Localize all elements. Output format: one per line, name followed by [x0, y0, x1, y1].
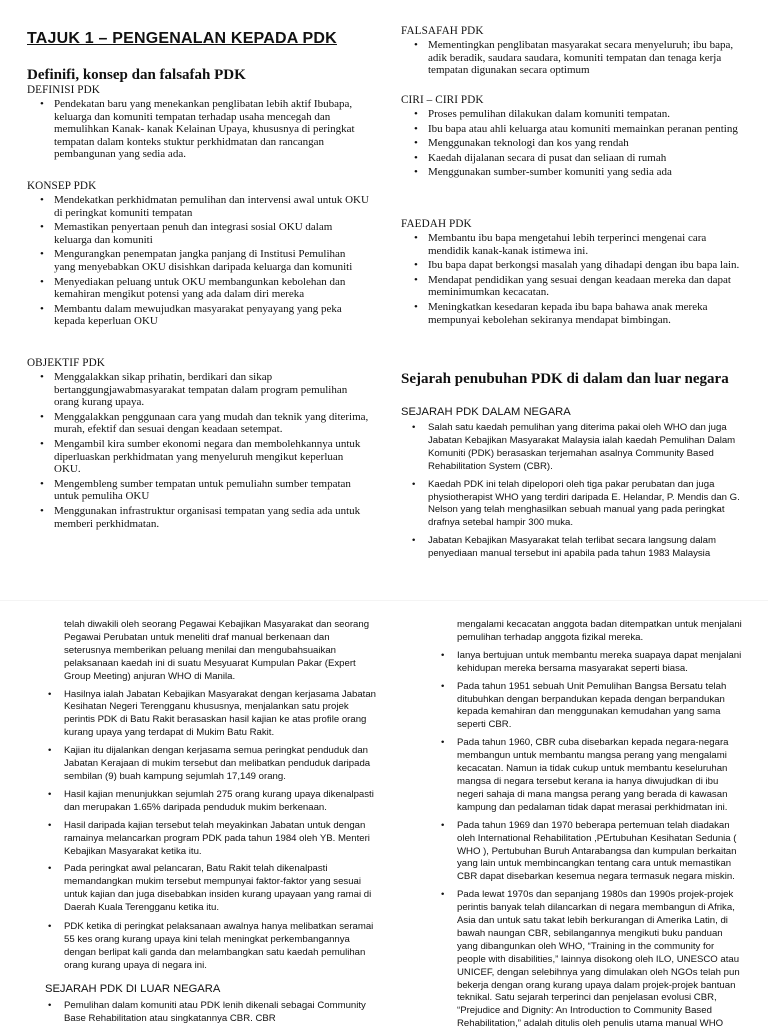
page-title: TAJUK 1 – PENGENALAN KEPADA PDK — [27, 30, 337, 47]
sejarah-dalam-item: • Kaedah PDK ini telah dipelopori oleh tiga pakar perubatan dan juga physiotherapist WHO yang terdiri daripada E. Helandar, P. Mendis dan G. Nelson yang telah menghasilkan sebuah manual yang pada peringkat drafnya setebal hampir 300 muka. — [401, 479, 746, 531]
falsafah-item: • Mementingkan penglibatan masyarakat secara menyeluruh; ibu bapa, adik beradik, saudara saudara, komuniti tempatan dan tenaga kerja tempatan digunakan secara optimum — [401, 39, 743, 77]
continuation-paragraph: mengalami kecacatan anggota badan ditempatkan untuk menjalani pemulihan terhadap anggota fizikal mereka. — [457, 619, 742, 643]
page-divider — [0, 600, 768, 601]
sejarah-luar-item: • Ianya bertujuan untuk membantu mereka suapaya dapat menjalani kehidupan mereka bersama masyarakat seperti biasa. — [430, 650, 742, 676]
konsep-item: • Mendekatkan perkhidmatan pemulihan dan intervensi awal untuk OKU di peringkat komuniti tempatan — [27, 194, 369, 219]
faedah-heading: FAEDAH PDK — [401, 218, 472, 230]
sejarah-dalam-section — [401, 406, 746, 566]
page2-right-column — [430, 619, 742, 1036]
definisi-item: • Pendekatan baru yang menekankan penglibatan lebih aktif Ibubapa, keluarga dan komuniti tempatan terhadap usaha mencegah dan memulihkan Kanak- kanak Kelainan Upaya, khususnya di peringkat tempatan dalam konteks stuktur perkhidmatan dan rancangan pembangunan yang sedia ada. — [27, 98, 369, 161]
sejarah-luar-heading: SEJARAH PDK DI LUAR NEGARA — [45, 983, 221, 995]
ciri-item: • Kaedah dijalanan secara di pusat dan seliaan di rumah — [401, 152, 743, 165]
falsafah-list — [401, 39, 743, 77]
ciri-item: • Menggunakan sumber-sumber komuniti yang sedia ada — [401, 166, 743, 179]
konsep-item: • Mengurangkan penempatan jangka panjang di Institusi Pemulihan yang menyebabkan OKU disishkan daripada keluarga dan komuniti — [27, 248, 369, 273]
page2-right-list — [430, 619, 742, 1031]
ciri-item: • Menggunakan teknologi dan kos yang rendah — [401, 137, 743, 150]
sejarah-dalam-item: • Pada peringkat awal pelancaran, Batu Rakit telah dikenalpasti memandangkan mukim tersebut mempunyai faktor-faktor yang sesuai untuk kajian dan juga disebabkan insiden kurang upayaan yang ramai di Daerah Kuala Terengganu ketika itu. — [37, 863, 377, 915]
sejarah-dalam-item: • Salah satu kaedah pemulihan yang diterima pakai oleh WHO dan juga Jabatan Kebajikan Masyarakat Malaysia ialah kaedah Pemulihan Dalam Komuniti (PDK) berasaskan terjemahan asalnya Community Based Rehabilitation System (CBR). — [401, 422, 746, 474]
sejarah-dalam-item: • Hasil kajian menunjukkan sejumlah 275 orang kurang upaya dikenalpasti dan merupakan 1.65% daripada penduduk mukim berkenaan. — [37, 789, 377, 815]
section-title-definisi-konsep-falsafah: Definifi, konsep dan falsafah PDK — [27, 67, 246, 83]
konsep-item: • Menyediakan peluang untuk OKU membangunkan kebolehan dan kemahiran mengikut potensi yang ada dalam diri mereka — [27, 276, 369, 301]
falsafah-heading: FALSAFAH PDK — [401, 25, 484, 37]
ciri-item: • Proses pemulihan dilakukan dalam komuniti tempatan. — [401, 108, 743, 121]
objektif-heading: OBJEKTIF PDK — [27, 357, 105, 369]
ciri-heading: CIRI – CIRI PDK — [401, 94, 484, 106]
ciri-section — [401, 94, 743, 181]
definisi-section — [27, 84, 369, 163]
ciri-list — [401, 108, 743, 179]
sejarah-dalam-item: • PDK ketika di peringkat pelaksanaan awalnya hanya melibatkan seramai 55 kes orang kurang upaya kini telah meningkat perkembangannya dengan berlipat kali ganda dan melambangkan satu kaedah pemulihan orang kurang upaya di negara ini. — [37, 921, 377, 973]
faedah-item: • Membantu ibu bapa mengetahui lebih terperinci mengenai cara mendidik kanak-kanak istimewa ini. — [401, 232, 743, 257]
sejarah-dalam-item: • Kajian itu dijalankan dengan kerjasama semua peringkat penduduk dan Jabatan Kerajaan di mukim tersebut dan melibatkan penduduk daripada sembilan (9) buah kampung sejumlah 17,149 orang. — [37, 745, 377, 784]
konsep-item: • Membantu dalam mewujudkan masyarakat penyayang yang peka kepada keperluan OKU — [27, 303, 369, 328]
sejarah-luar-item: • Pada tahun 1960, CBR cuba disebarkan kepada negara-negara membangun untuk membantu mangsa perang yang mengalami kecacatan. Namun ia tidak cukup untuk membantu keseluruhan mangsa di negara tersebut kerana ia hanya diwujudkan di ibu negeri sahaja di mana mangsa perang yang berada di kawasan kampung dan pedalaman tidak dapat merasai perkhidmatan ini. — [430, 737, 742, 814]
faedah-item: • Meningkatkan kesedaran kepada ibu bapa bahawa anak mereka mempunyai kebolehan sekiranya mendapat bimbingan. — [401, 301, 743, 326]
konsep-list — [27, 194, 369, 328]
sejarah-dalam-list — [401, 422, 746, 561]
sejarah-dalam-heading: SEJARAH PDK DALAM NEGARA — [401, 406, 571, 418]
page2-left-column — [37, 619, 377, 978]
objektif-item: • Mengembleng sumber tempatan untuk pemuliahn sumber tempatan untuk pemuliha OKU — [27, 478, 369, 503]
konsep-item: • Memastikan penyertaan penuh dan integrasi sosial OKU dalam keluarga dan komuniti — [27, 221, 369, 246]
objektif-list — [27, 371, 369, 530]
sejarah-title: Sejarah penubuhan PDK di dalam dan luar negara — [401, 371, 729, 387]
sejarah-luar-item: • Pada tahun 1951 sebuah Unit Pemulihan Bangsa Bersatu telah ditubuhkan dengan berpandukan kepada dengan berpandukan kepada kemahiran dan menggunakan kemudahan yang sama seperti CBR. — [430, 681, 742, 733]
objektif-item: • Menggunakan infrastruktur organisasi tempatan yang sedia ada untuk memberi perkhidmatan. — [27, 505, 369, 530]
page2-left-list — [37, 619, 377, 973]
objektif-item: • Mengambil kira sumber ekonomi negara dan membolehkannya untuk diperluaskan perkhidmatan yang menyeluruh mengikut keperluan OKU. — [27, 438, 369, 476]
faedah-list — [401, 232, 743, 326]
faedah-section — [401, 218, 743, 328]
sejarah-dalam-item: • Hasilnya ialah Jabatan Kebajikan Masyarakat dengan kerjasama Jabatan Kesihatan Negeri Terengganu khususnya, menjalankan satu projek perintis PDK di Batu Rakit berasaskan hasil kajian ke atas profile orang kurang upaya yang terdapat di Mukim Batu Rakit. — [37, 689, 377, 741]
konsep-heading: KONSEP PDK — [27, 180, 97, 192]
sejarah-luar-item: • Pada tahun 1969 dan 1970 beberapa pertemuan telah diadakan oleh International Rehabilitation ,PErtubuhan Kesihatan Sedunia ( WHO ), Pertubuhan Buruh Antarabangsa dan kumpulan berkaitan yang lain untuk membincangkan tentang cara untuk memastikan CBR dapat disebarkan kesemua negara termasuk negara miskin. — [430, 820, 742, 885]
faedah-item: • Mendapat pendidikan yang sesuai dengan keadaan mereka dan dapat meminimumkan kecacatan. — [401, 274, 743, 299]
sejarah-dalam-item: • Hasil daripada kajian tersebut telah meyakinkan Jabatan untuk dengan ramainya melancarkan program PDK pada tahun 1984 oleh YB. Menteri Kebajikan Masyarakat ketika itu. — [37, 820, 377, 859]
sejarah-dalam-item: • Jabatan Kebajikan Masyarakat telah terlibat secara langsung dalam penyediaan manual tersebut ini apabila pada tahun 1983 Malaysia — [401, 535, 746, 561]
objektif-section — [27, 357, 369, 532]
objektif-item: • Menggalakkan sikap prihatin, berdikari dan sikap bertanggungjawabmasyarakat tempatan dalam program pemulihan orang kurang upaya. — [27, 371, 369, 409]
sejarah-luar-item: • Pada lewat 1970s dan sepanjang 1980s dan 1990s projek-projek perintis banyak telah dilancarkan di negara membangun di Afrika, Asia dan untuk satu takat lebih berkurangan di Amerika Latin, di bawah naungan CBR, sebilangannya mengikuti buku panduan yang dibangunkan oleh WHO, “Training in the community for people with disabilities,” lainnya disokong oleh ILO, UNESCO atau UNICEF, dengan selebihnya yang dimulakan oleh NGOs telah pun bekerja dengan orang kurang upaya dalam projek-projek bantuan teknikal. Satu sejarah terperinci dan penjelasan evolusi CBR, “Prejudice and Dignity: An Introduction to Community Based Rehabilitation,” adalah ditulis oleh penulis utama manual WHO — [430, 889, 742, 1031]
ciri-item: • Ibu bapa atau ahli keluarga atau komuniti memainkan peranan penting — [401, 123, 743, 136]
definisi-list — [27, 98, 369, 161]
sejarah-luar-item: • Pemulihan dalam komuniti atau PDK lenih dikenali sebagai Community Base Rehabilitation atau singkatannya CBR. CBR — [37, 1000, 380, 1026]
sejarah-luar-list — [37, 1000, 380, 1026]
konsep-section — [27, 180, 369, 330]
continuation-paragraph: telah diwakili oleh seorang Pegawai Kebajikan Masyarakat dan seorang Pegawai Perubatan untuk meneliti draf manual berkenaan dan seterusnya memberikan peluang menilai dan mengubahsuaikan pelaksanaan kaedah ini di suatu Mesyuarat Kumpulan Pakar (Expert Group Meeting) anjuran WHO di Manila. — [64, 619, 370, 682]
objektif-item: • Menggalakkan penggunaan cara yang mudah dan teknik yang diterima, murah, efektif dan sesuai dengan keadaan setempat. — [27, 411, 369, 436]
definisi-heading: DEFINISI PDK — [27, 84, 100, 96]
faedah-item: • Ibu bapa dapat berkongsi masalah yang dihadapi dengan ibu bapa lain. — [401, 259, 743, 272]
falsafah-section — [401, 25, 743, 79]
